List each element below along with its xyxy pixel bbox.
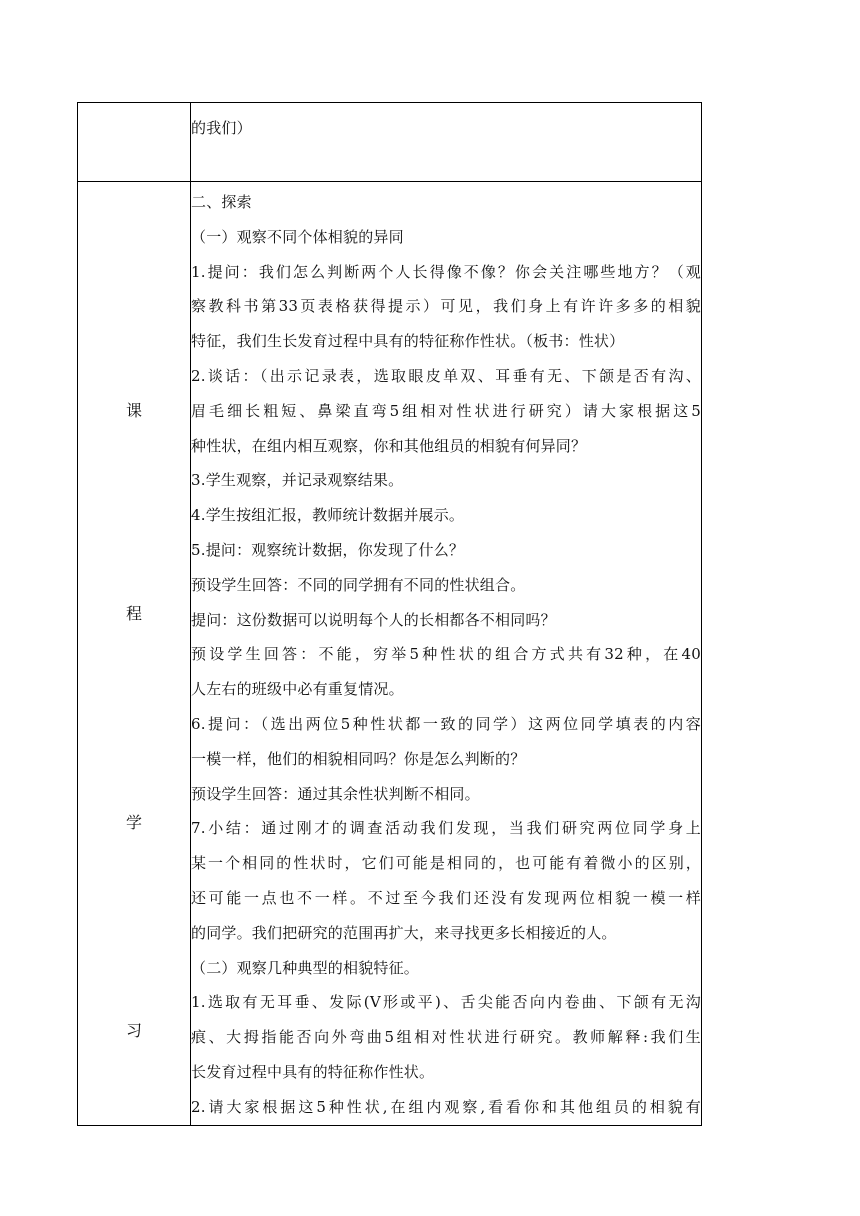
text-line: 7.小结：通过刚才的调查活动我们发现，当我们研究两位同学身上 <box>191 819 701 838</box>
text-line: 人左右的班级中必有重复情况。 <box>191 680 404 699</box>
row-divider <box>78 181 701 182</box>
lesson-plan-table <box>77 102 702 1126</box>
text-line: （二）观察几种典型的相貌特征。 <box>191 958 420 977</box>
text-line: 1.提问：我们怎么判断两个人长得像不像？你会关注哪些地方？（观 <box>191 262 701 281</box>
text-line: 1.选取有无耳垂、发际(V形或平)、舌尖能否向内卷曲、下颌有无沟 <box>191 993 701 1012</box>
text-line: 察教科书第33页表格获得提示）可见，我们身上有许许多多的相貌 <box>191 297 701 316</box>
text-line: 眉毛细长粗短、鼻梁直弯5组相对性状进行研究）请大家根据这5 <box>191 401 701 420</box>
section-label-char: 习 <box>125 1021 142 1040</box>
continued-text-line: 的我们） <box>191 119 252 137</box>
text-line: （一）观察不同个体相貌的异同 <box>191 227 404 246</box>
section-label-char: 课 <box>125 401 142 420</box>
lesson-process-content-cell <box>191 185 701 1125</box>
text-line: 5.提问：观察统计数据，你发现了什么？ <box>191 540 465 559</box>
text-line: 预设学生回答：不能，穷举5种性状的组合方式共有32种，在40 <box>191 645 701 664</box>
previous-row-content-cell <box>191 111 701 146</box>
text-line: 的同学。我们把研究的范围再扩大，来寻找更多长相接近的人。 <box>191 923 617 942</box>
text-line: 3.学生观察，并记录观察结果。 <box>191 471 404 490</box>
text-line: 2.谈话：（出示记录表，选取眼皮单双、耳垂有无、下颌是否有沟、 <box>191 366 701 385</box>
text-line: 二、探索 <box>191 193 252 211</box>
text-line: 2.请大家根据这5种性状,在组内观察,看看你和其他组员的相貌有 <box>191 1097 701 1116</box>
text-line: 一模一样，他们的相貌相同吗？你是怎么判断的？ <box>191 749 526 768</box>
text-line: 预设学生回答：通过其余性状判断不相同。 <box>191 784 480 803</box>
text-line: 特征，我们生长发育过程中具有的特征称作性状。（板书：性状） <box>191 332 625 351</box>
text-line: 长发育过程中具有的特征称作性状。 <box>191 1062 435 1081</box>
text-line: 预设学生回答：不同的同学拥有不同的性状组合。 <box>191 575 526 594</box>
text-line: 种性状，在组内相互观察，你和其他组员的相貌有何异同？ <box>191 436 587 455</box>
text-line: 还可能一点也不一样。不过至今我们还没有发现两位相貌一模一样 <box>191 888 701 907</box>
text-line: 提问：这份数据可以说明每个人的长相都各不相同吗？ <box>191 610 556 629</box>
text-line: 痕、大拇指能否向外弯曲5组相对性状进行研究。教师解释:我们生 <box>191 1028 701 1047</box>
text-line: 4.学生按组汇报，教师统计数据并展示。 <box>191 506 465 525</box>
text-line: 6.提问：（选出两位5种性状都一致的同学）这两位同学填表的内容 <box>191 714 701 733</box>
text-line: 某一个相同的性状时，它们可能是相同的，也可能有着微小的区别， <box>191 854 701 873</box>
section-label-char: 学 <box>125 813 142 832</box>
section-label-char: 程 <box>125 604 142 623</box>
